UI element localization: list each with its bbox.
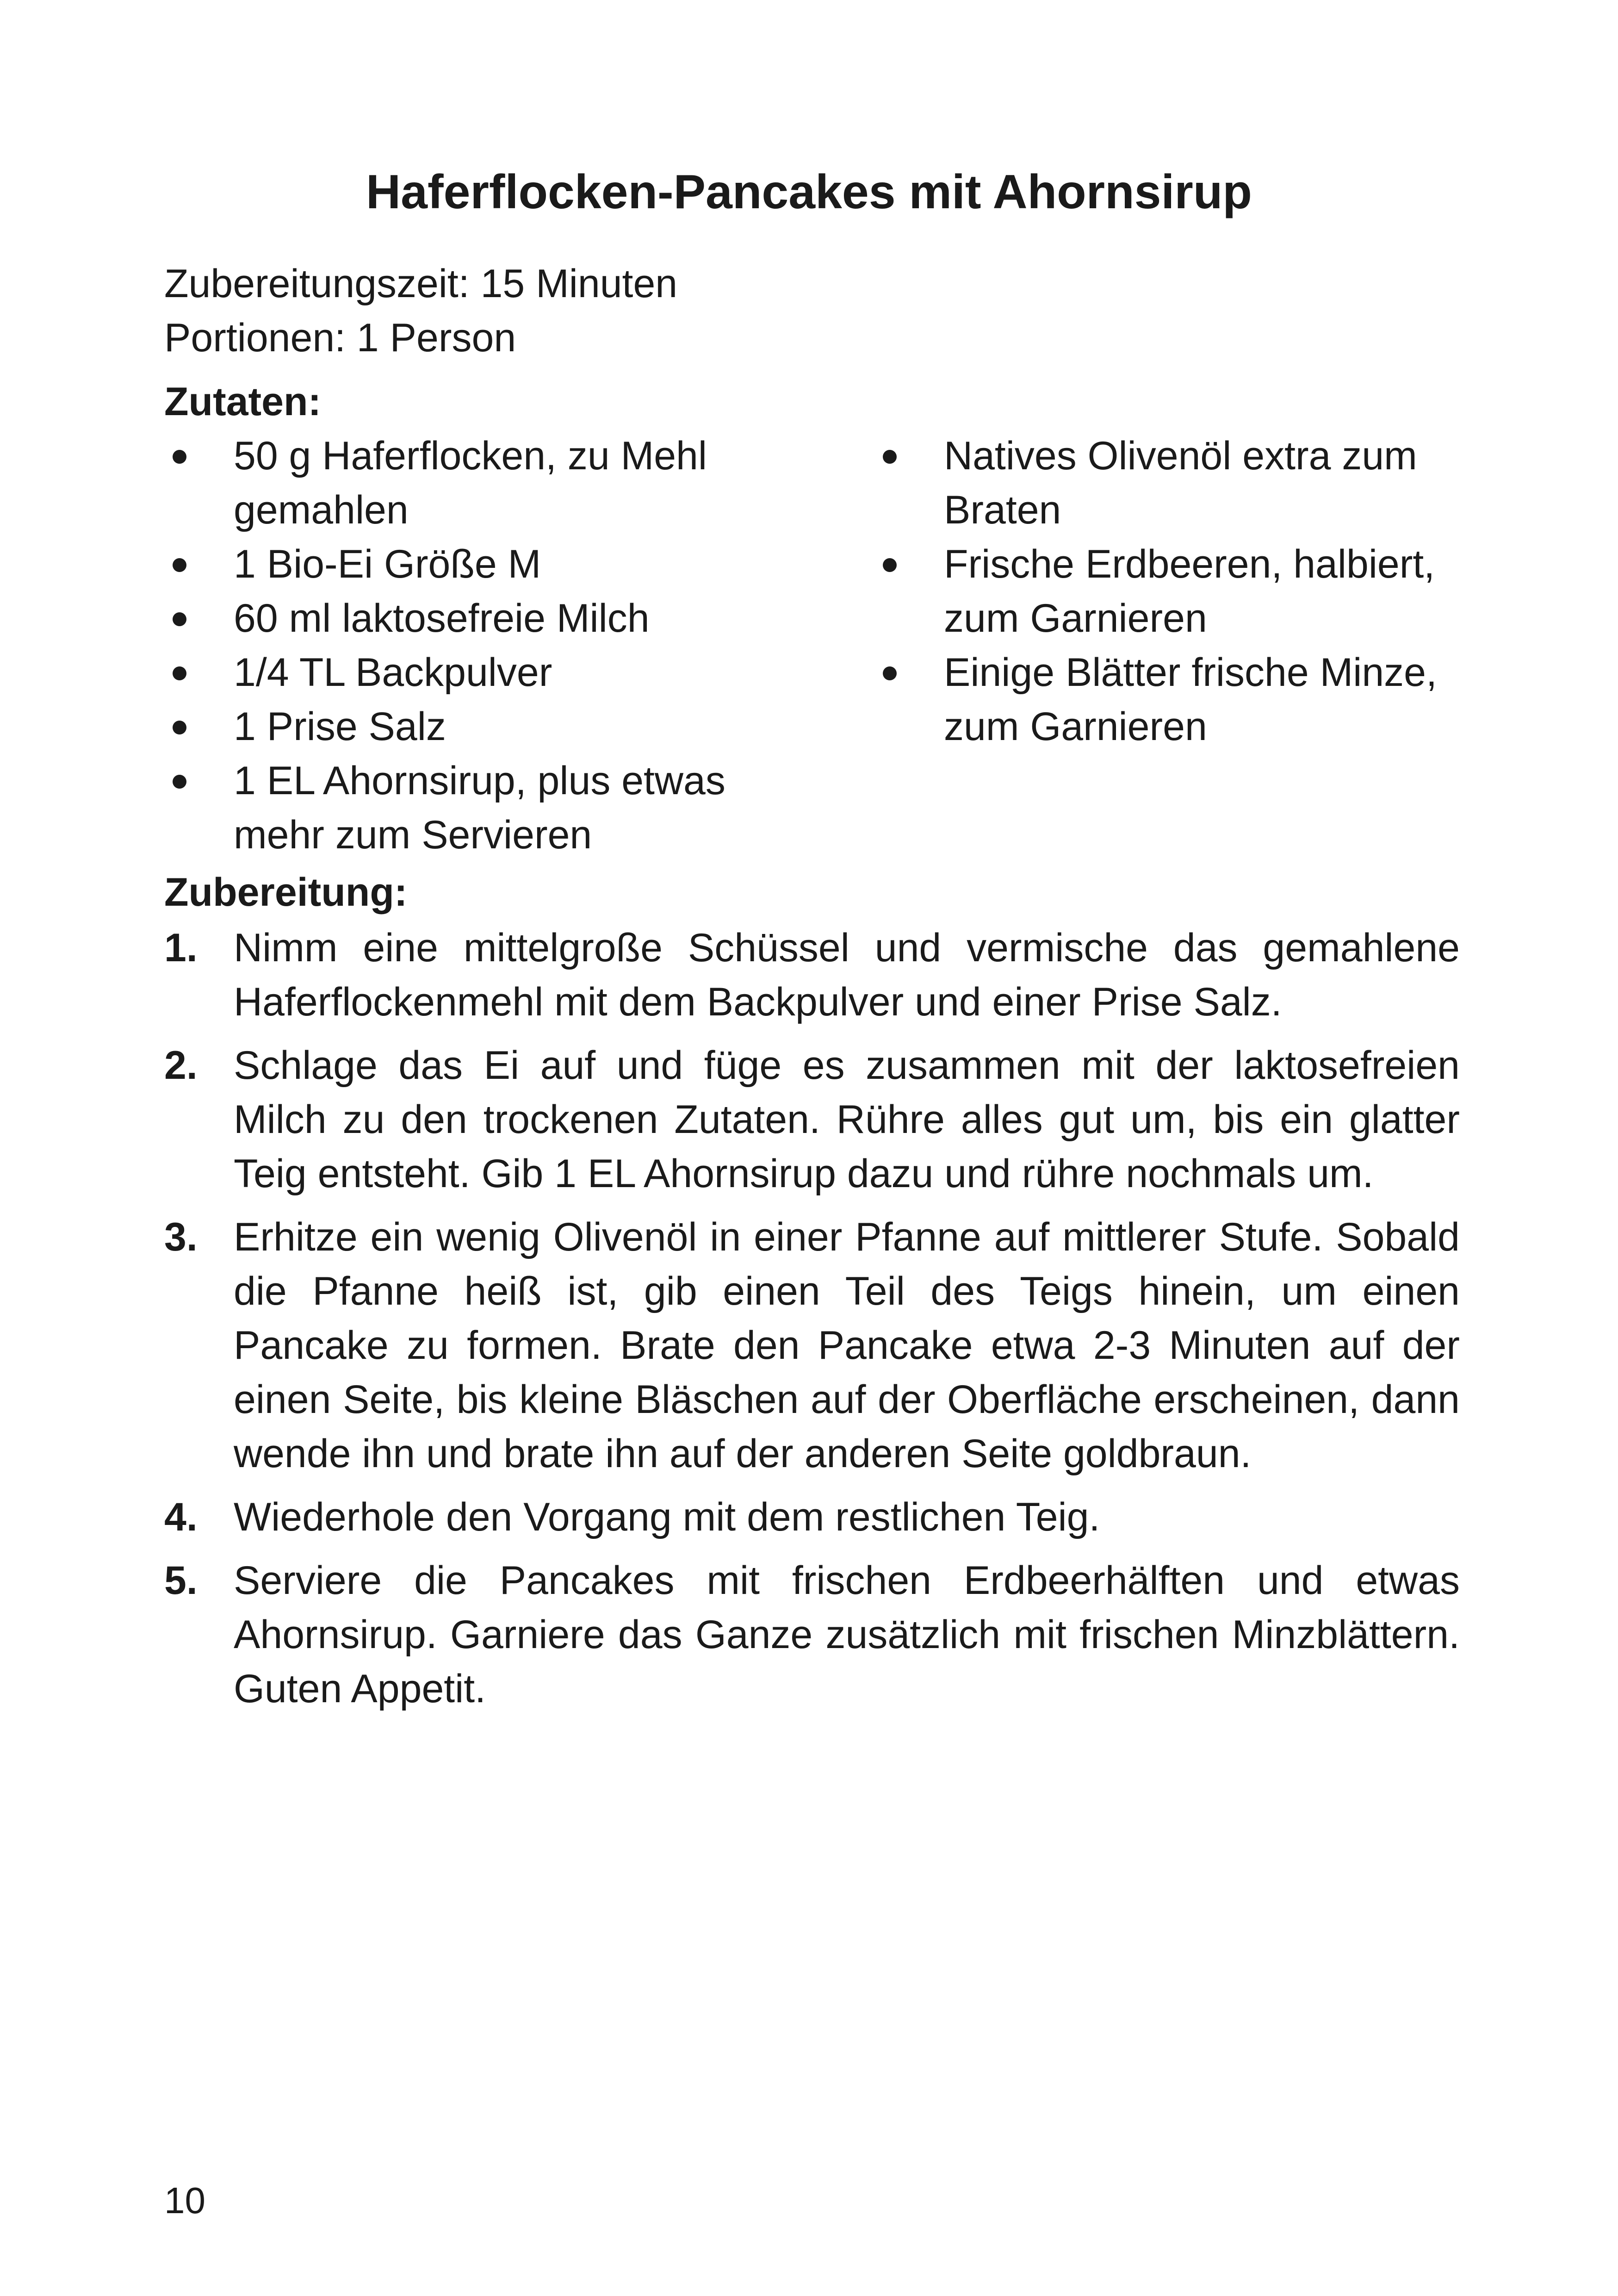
step-number: 5. <box>164 1558 198 1603</box>
ingredient-item <box>164 537 766 591</box>
bullet-icon <box>173 666 186 680</box>
bullet-icon <box>173 612 186 626</box>
step-text: Schlage das Ei auf und füge es zusammen mit der laktosefreien Milch zu den trockenen Zutaten. Rühre alles gut um, bis ein glatter Teig entsteht. Gib 1 EL Ahornsirup dazu und rühre nochmals um. <box>234 1043 1460 1196</box>
ingredients-list-left <box>164 429 766 862</box>
step-item <box>164 1490 1460 1544</box>
step-number: 3. <box>164 1215 198 1259</box>
bullet-icon <box>173 558 186 572</box>
ingredient-text: 1 Bio-Ei Größe M <box>234 542 541 586</box>
prep-time: Zubereitungszeit: 15 Minuten <box>164 261 678 306</box>
ingredient-text: Einige Blätter frische Minze, zum Garnieren <box>944 650 1437 749</box>
bullet-icon <box>173 721 186 734</box>
bullet-icon <box>173 775 186 789</box>
step-text: Serviere die Pancakes mit frischen Erdbeerhälften und etwas Ahornsirup. Garniere das Ganze zusätzlich mit frischen Minzblättern. Guten Appetit. <box>234 1558 1460 1711</box>
ingredient-text: 1 Prise Salz <box>234 704 446 749</box>
ingredients-heading: Zutaten: <box>164 380 322 424</box>
step-text: Wiederhole den Vorgang mit dem restlichen Teig. <box>234 1495 1100 1539</box>
ingredient-item <box>164 591 766 646</box>
ingredient-text: Frische Erdbeeren, halbiert, zum Garnieren <box>944 542 1435 641</box>
ingredient-item <box>874 537 1476 646</box>
ingredient-item <box>164 700 766 754</box>
preparation-heading: Zubereitung: <box>164 870 408 915</box>
step-item <box>164 1554 1460 1716</box>
step-text: Nimm eine mittelgroße Schüssel und vermische das gemahlene Haferflockenmehl mit dem Backpulver und einer Prise Salz. <box>234 926 1460 1024</box>
bullet-icon <box>173 450 186 464</box>
ingredient-item <box>874 646 1476 754</box>
bullet-icon <box>883 558 897 572</box>
recipe-title: Haferflocken-Pancakes mit Ahornsirup <box>366 165 1252 219</box>
ingredient-item <box>164 646 766 700</box>
ingredient-text: 60 ml laktosefreie Milch <box>234 596 650 641</box>
bullet-icon <box>883 450 897 464</box>
step-item <box>164 921 1460 1029</box>
ingredient-item <box>874 429 1476 537</box>
portions: Portionen: 1 Person <box>164 316 516 360</box>
ingredient-text: 50 g Haferflocken, zu Mehl gemahlen <box>234 434 707 532</box>
bullet-icon <box>883 666 897 680</box>
recipe-meta <box>164 257 677 365</box>
step-text: Erhitze ein wenig Olivenöl in einer Pfanne auf mittlerer Stufe. Sobald die Pfanne heiß ist, gib einen Teil des Teigs hinein, um einen Pancake zu formen. Brate den Pancake etwa 2-3 Minuten auf der einen Seite, bis kleine Bläschen auf der Oberfläche erscheinen, dann wende ihn und brate ihn auf der anderen Seite goldbraun. <box>234 1215 1460 1476</box>
step-item <box>164 1210 1460 1481</box>
page-number: 10 <box>164 2180 205 2221</box>
ingredient-item <box>164 429 766 537</box>
step-number: 4. <box>164 1495 198 1539</box>
step-item <box>164 1039 1460 1201</box>
ingredient-text: Natives Olivenöl extra zum Braten <box>944 434 1417 532</box>
step-number: 2. <box>164 1043 198 1088</box>
ingredient-text: 1 EL Ahornsirup, plus etwas mehr zum Servieren <box>234 759 725 857</box>
preparation-steps <box>164 921 1460 1725</box>
ingredient-item <box>164 754 766 862</box>
ingredient-text: 1/4 TL Backpulver <box>234 650 552 695</box>
ingredients-list-right <box>874 429 1476 754</box>
step-number: 1. <box>164 926 198 970</box>
